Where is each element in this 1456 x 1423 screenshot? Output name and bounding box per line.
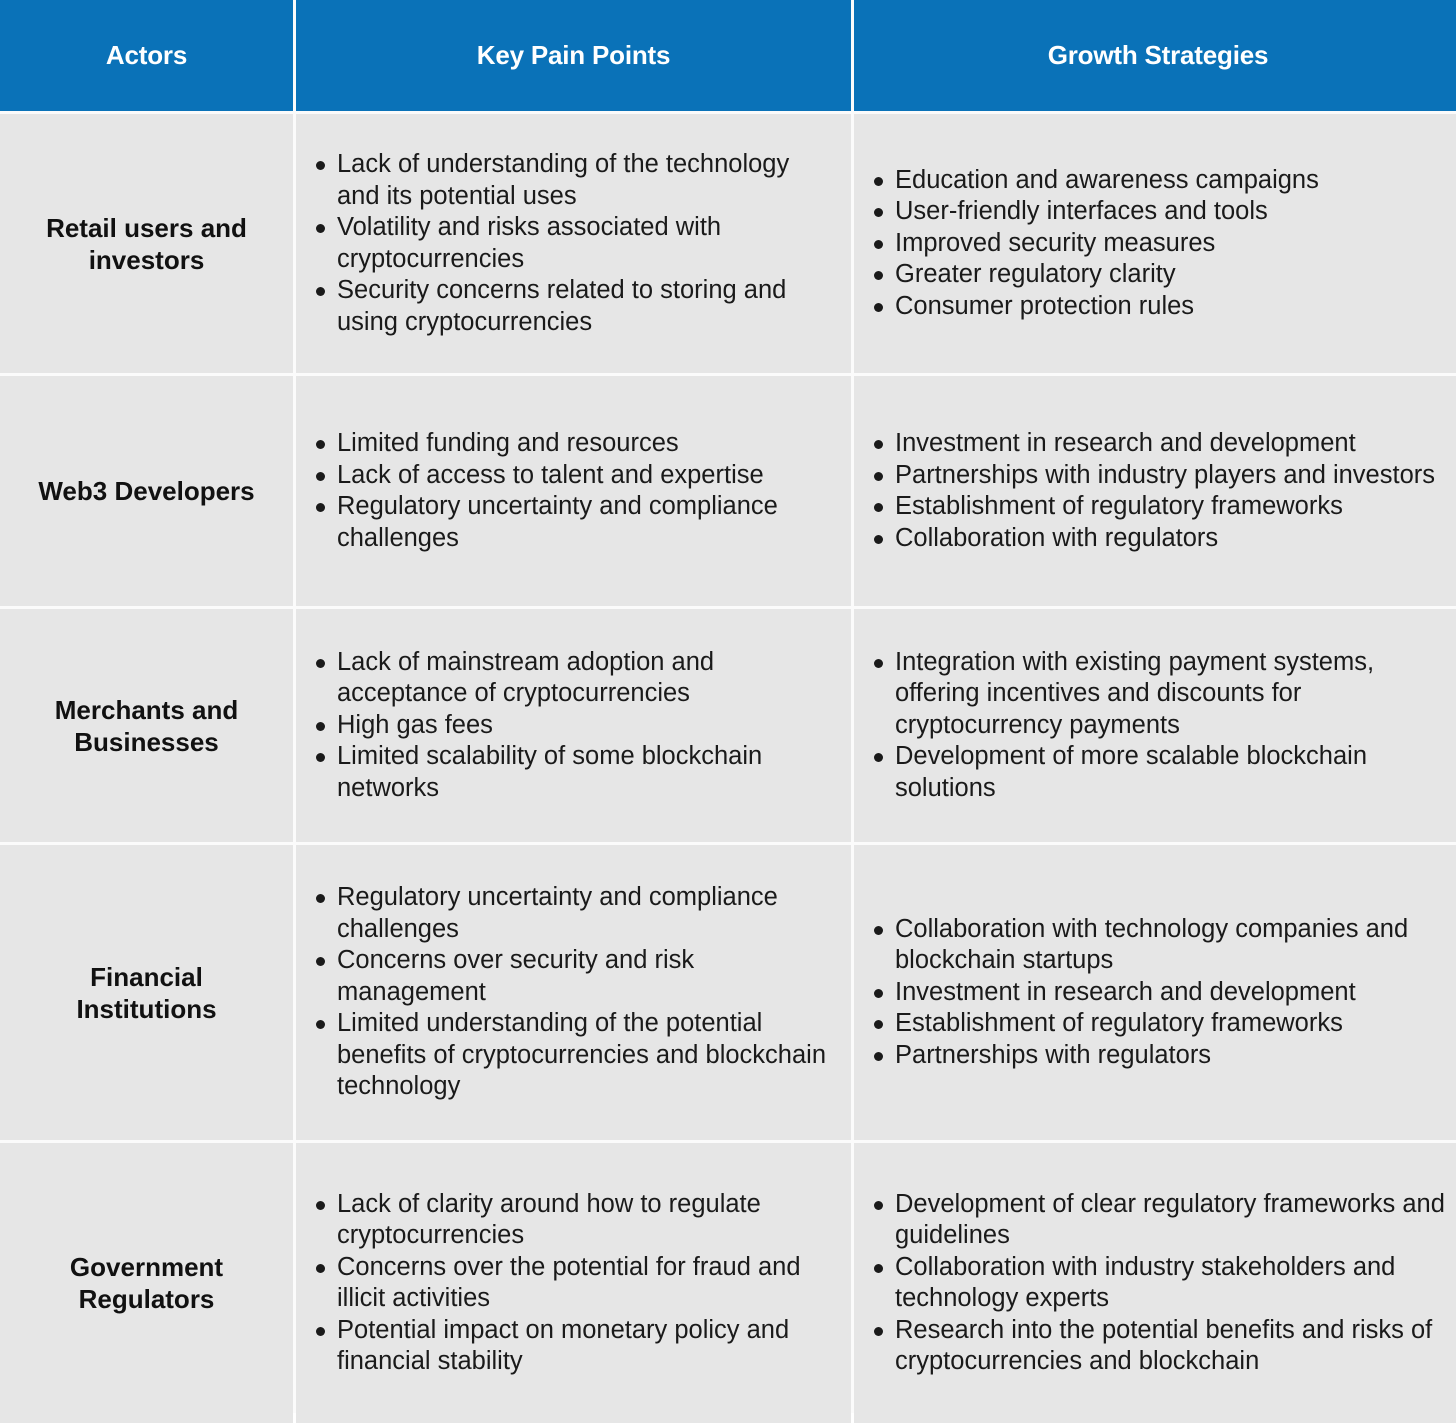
strategy-item: User-friendly interfaces and tools <box>872 196 1319 228</box>
pain-point-item: Potential impact on monetary policy and financial stability <box>314 1315 829 1378</box>
strategy-item: Improved security measures <box>872 228 1319 260</box>
strategy-item: Investment in research and development <box>872 428 1435 460</box>
strategy-item: Collaboration with regulators <box>872 523 1435 555</box>
actor-name: Web3 Developers <box>38 476 255 506</box>
strategy-item: Education and awareness campaigns <box>872 165 1319 197</box>
pain-points-list <box>314 647 829 805</box>
strategy-item: Development of more scalable blockchain solutions <box>872 741 1452 804</box>
actor-cell <box>0 376 293 606</box>
pain-point-item: Volatility and risks associated with cryptocurrencies <box>314 212 829 275</box>
pain-points-cell <box>296 114 851 373</box>
actor-name: Retail users and investors <box>46 212 247 275</box>
pain-points-cell <box>296 845 851 1140</box>
pain-point-item: Lack of clarity around how to regulate cryptocurrencies <box>314 1189 829 1252</box>
strategy-item: Development of clear regulatory frameworks and guidelines <box>872 1189 1452 1252</box>
actor-cell <box>0 114 293 373</box>
strategy-item: Greater regulatory clarity <box>872 259 1319 291</box>
actor-name: Government Regulators <box>69 1252 224 1314</box>
pain-point-item: Concerns over the potential for fraud and illicit activities <box>314 1252 829 1315</box>
strategy-item: Partnerships with industry players and investors <box>872 460 1435 492</box>
growth-strategies-list <box>872 428 1435 554</box>
pain-point-item: Regulatory uncertainty and compliance challenges <box>314 491 829 554</box>
strategy-item: Establishment of regulatory frameworks <box>872 1008 1452 1040</box>
growth-strategies-cell <box>854 845 1456 1140</box>
growth-strategies-cell <box>854 114 1456 373</box>
pain-point-item: Limited funding and resources <box>314 428 829 460</box>
pain-point-item: Limited scalability of some blockchain networks <box>314 741 829 804</box>
header-growth-strategies: Growth Strategies <box>854 0 1456 111</box>
pain-points-list <box>314 882 829 1103</box>
pain-points-cell <box>296 1143 851 1423</box>
pain-point-item: Lack of understanding of the technology and its potential uses <box>314 149 829 212</box>
actor-name: Financial Institutions <box>76 961 217 1024</box>
growth-strategies-cell <box>854 376 1456 606</box>
strategy-item: Collaboration with industry stakeholders and technology experts <box>872 1252 1452 1315</box>
actor-cell <box>0 1143 293 1423</box>
growth-strategies-cell <box>854 1143 1456 1423</box>
pain-points-list <box>314 149 829 338</box>
strategy-item: Establishment of regulatory frameworks <box>872 491 1435 523</box>
growth-strategies-cell <box>854 609 1456 842</box>
growth-strategies-list <box>872 1189 1452 1378</box>
strategy-item: Consumer protection rules <box>872 291 1319 323</box>
strategy-item: Research into the potential benefits and risks of cryptocurrencies and blockchain <box>872 1315 1452 1378</box>
pain-point-item: Regulatory uncertainty and compliance challenges <box>314 882 829 945</box>
strategy-item: Investment in research and development <box>872 977 1452 1009</box>
growth-strategies-list <box>872 647 1452 805</box>
strategy-item: Partnerships with regulators <box>872 1040 1452 1072</box>
pain-point-item: High gas fees <box>314 710 829 742</box>
pain-point-item: Lack of access to talent and expertise <box>314 460 829 492</box>
header-actors: Actors <box>0 0 293 111</box>
strategy-item: Integration with existing payment systems, offering incentives and discounts for cryptocurrency payments <box>872 647 1452 742</box>
growth-strategies-list <box>872 165 1319 323</box>
pain-points-cell <box>296 609 851 842</box>
pain-point-item: Limited understanding of the potential benefits of cryptocurrencies and blockchain technology <box>314 1008 829 1103</box>
pain-points-list <box>314 1189 829 1378</box>
strategy-item: Collaboration with technology companies and blockchain startups <box>872 914 1452 977</box>
pain-points-cell <box>296 376 851 606</box>
pain-point-item: Concerns over security and risk management <box>314 945 829 1008</box>
pain-points-list <box>314 428 829 554</box>
header-key-pain-points: Key Pain Points <box>296 0 851 111</box>
pain-point-item: Lack of mainstream adoption and acceptance of cryptocurrencies <box>314 647 829 710</box>
actor-cell <box>0 609 293 842</box>
actor-cell <box>0 845 293 1140</box>
growth-strategies-list <box>872 914 1452 1072</box>
actor-name: Merchants and Businesses <box>54 694 239 757</box>
pain-point-item: Security concerns related to storing and using cryptocurrencies <box>314 275 829 338</box>
